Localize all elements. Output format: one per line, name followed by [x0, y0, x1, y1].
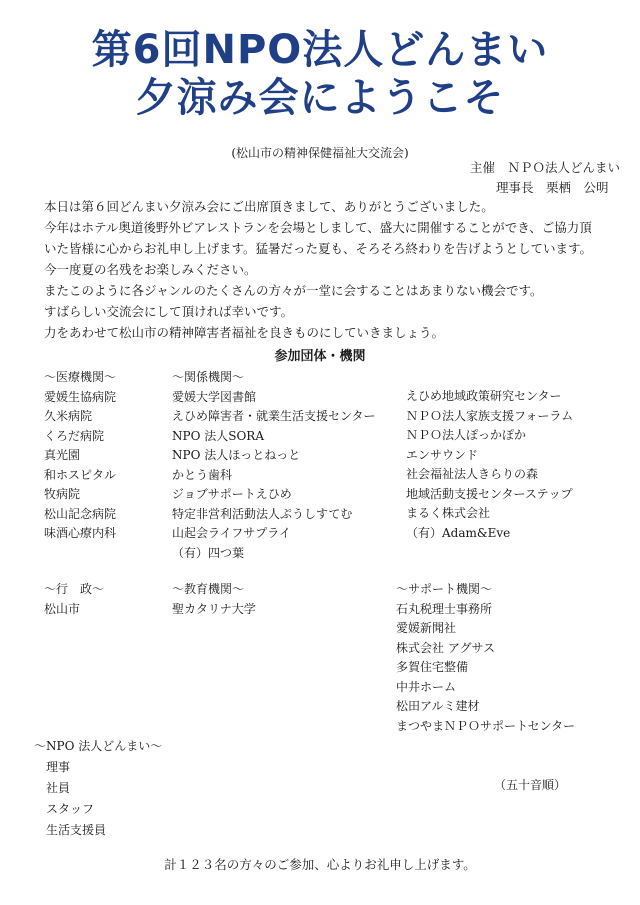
- organizer-chair: 理事長 栗栖 公明: [496, 180, 609, 195]
- list-item: 松田アルミ建材: [396, 699, 480, 713]
- list-item: 多賀住宅整備: [396, 660, 469, 674]
- list-item: NPO 法人SORA: [172, 428, 264, 443]
- list-item: 社員: [46, 781, 71, 795]
- medical-group: [44, 368, 116, 544]
- event-subtitle: (松山市の精神保健福祉大交流会): [231, 146, 409, 160]
- list-item: まつやまＮＰＯサポートセンター: [396, 718, 576, 733]
- list-item: 松山記念病院: [44, 506, 117, 521]
- list-item: 特定非営利活動法人ぷうしすてむ: [172, 506, 353, 521]
- list-item: エンサウンド: [406, 447, 479, 462]
- list-item: くろだ病院: [44, 428, 105, 443]
- group-heading: ～教育機関～: [172, 582, 245, 596]
- list-item: ＮＰＯ法人ぽっかぽか: [406, 428, 527, 442]
- closing-message: 計１２３名の方々のご参加、心よりお礼申し上げます。: [164, 857, 476, 872]
- list-item: えひめ地域政策研究センター: [406, 389, 562, 403]
- greeting-line: 本日は第６回どんまい夕涼み会にご出席頂きまして、ありがとうございました。: [44, 199, 494, 214]
- list-item: （有）Adam&Eve: [406, 525, 511, 540]
- list-item: 中井ホーム: [396, 679, 457, 694]
- event-title-line2: 夕涼み会にようこそ: [135, 75, 505, 121]
- list-item: かとう歯科: [172, 467, 233, 482]
- list-item: 真光園: [44, 448, 81, 462]
- list-item: スタッフ: [46, 802, 95, 816]
- list-item: 愛媛生協病院: [44, 389, 117, 404]
- npo-group-heading: ～NPO 法人どんまい～: [34, 739, 163, 753]
- group-heading: ～サポート機関～: [396, 582, 493, 596]
- government-group: [44, 580, 104, 619]
- greeting-line: すばらしい交流会にして頂ければ幸いです。: [44, 304, 294, 319]
- list-item: まるく株式会社: [406, 506, 491, 520]
- list-item: 社会福祉法人きらりの森: [406, 467, 539, 481]
- npo-group: [46, 757, 106, 841]
- group-heading: ～関係機関～: [172, 370, 245, 384]
- list-item: 愛媛新聞社: [396, 621, 457, 635]
- list-item: 山起会ライフサプライ: [172, 526, 291, 540]
- list-item: 地域活動支援センターステップ: [406, 486, 573, 501]
- list-item: NPO 法人ほっとねっと: [172, 448, 301, 462]
- list-item: 石丸税理士事務所: [396, 601, 493, 616]
- list-item: （有）四つ葉: [172, 545, 245, 560]
- list-item: ＮＰＯ法人家族支援フォーラム: [406, 408, 574, 423]
- greeting-line: またこのように各ジャンルのたくさんの方々が一堂に会することはあまりない機会です。: [44, 283, 543, 298]
- greeting-line: 今年はホテル奥道後野外ビアレストランを会場としまして、盛大に開催することができ、ご協力頂: [44, 220, 592, 235]
- organizer-name: 主催 ＮＰＯ法人どんまい: [470, 160, 621, 175]
- list-item: 牧病院: [44, 487, 81, 501]
- greeting-line: いた皆様に心からお礼申し上げます。猛暑だった夏も、そろそろ終わりを告げようとしています。: [44, 241, 593, 256]
- list-item: 和ホスピタル: [44, 467, 117, 482]
- list-item: 聖カタリナ大学: [172, 601, 256, 616]
- list-item: 味酒心療内科: [44, 526, 117, 540]
- group-heading: ～行 政～: [44, 582, 105, 596]
- greeting-line: 今一度夏の名残をお楽しみください。: [44, 262, 257, 277]
- related-group-continued: [406, 387, 573, 543]
- greeting-text: [44, 196, 592, 343]
- list-item: 生活支援員: [46, 823, 107, 837]
- list-item: 愛媛大学図書館: [172, 389, 257, 404]
- greeting-line: 力をあわせて松山市の精神障害者福祉を良きものにしていきましょう。: [44, 325, 445, 340]
- education-group: [172, 580, 256, 619]
- list-item: 理事: [46, 760, 71, 774]
- group-heading: ～医療機関～: [44, 370, 117, 384]
- related-group: [172, 368, 376, 563]
- list-item: ジョブサポートえひめ: [172, 487, 292, 501]
- support-group: [396, 580, 575, 736]
- event-title-line1: 第6回NPO法人どんまい: [91, 27, 549, 73]
- section-title: 参加団体・機関: [274, 349, 366, 364]
- list-item: 久米病院: [44, 409, 93, 423]
- order-note: （五十音順）: [494, 778, 567, 792]
- list-item: 松山市: [44, 601, 81, 616]
- list-item: えひめ障害者・就業生活支援センター: [172, 409, 376, 423]
- list-item: 株式会社 アグサス: [396, 640, 495, 655]
